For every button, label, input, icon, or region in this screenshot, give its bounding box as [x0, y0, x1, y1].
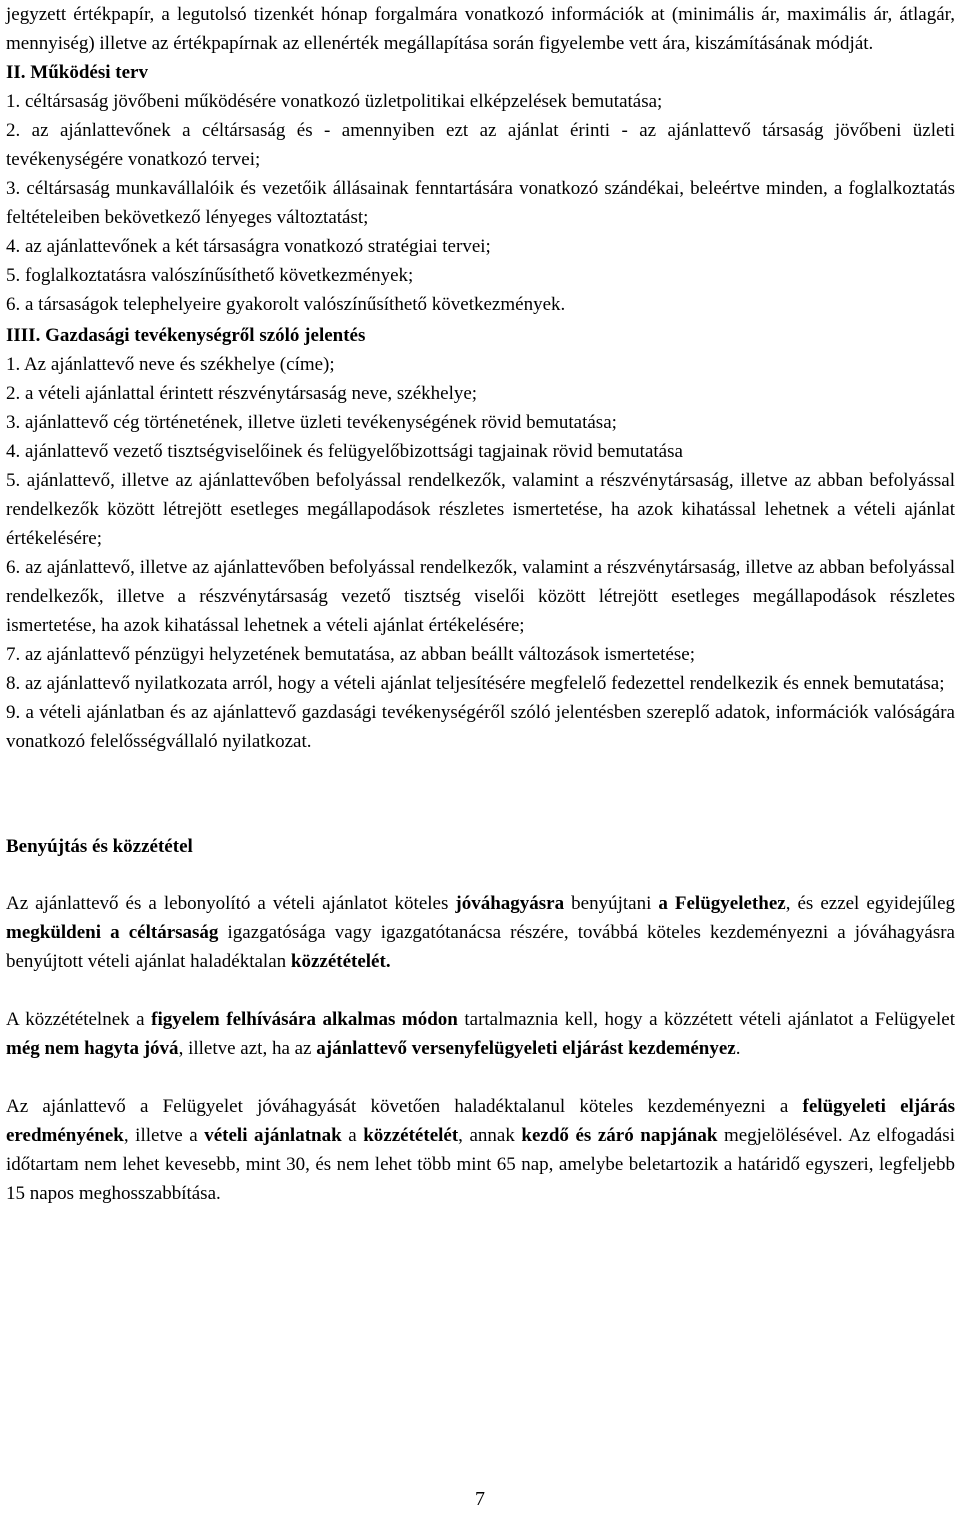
- text-run: megjelölésével. Az elfogadási időtartam nem lehet kevesebb, mint 30, és nem lehet több mint 65 nap, amelybe beletartozik a határidő egyszeri, legfeljebb 15 napos meghosszabbítása.: [6, 1125, 955, 1204]
- bold-run: közzétételét: [363, 1125, 459, 1146]
- text-run: , illetve a: [123, 1125, 205, 1146]
- text-run: .: [735, 1038, 741, 1059]
- bold-run: figyelem felhívására alkalmas módon: [151, 1009, 458, 1030]
- bold-run: még nem hagyta jóvá: [6, 1038, 179, 1059]
- page-number: 7: [475, 1488, 485, 1510]
- bold-run: ajánlattevő versenyfelügyeleti eljárást kezdeményez: [316, 1038, 736, 1059]
- list-item: 3. céltársaság munkavállalóik és vezetőik állásainak fenntartására vonatkozó szándékai, beleértve minden, a foglalkoztatás feltételeiben bekövetkező lényeges változtatást;: [6, 178, 955, 228]
- bold-run: közzétételét.: [290, 951, 391, 972]
- bold-run: vételi ajánlatnak: [204, 1125, 342, 1146]
- bold-run: kezdő és záró napjának: [521, 1125, 718, 1146]
- bold-run: jóváhagyásra: [455, 893, 565, 914]
- list-item: 9. a vételi ajánlatban és az ajánlattevő gazdasági tevékenységéről szóló jelentésben szereplő adatok, információk valóságára vonatkozó felelősségvállaló nyilatkozat.: [6, 702, 955, 752]
- list-item: 1. Az ajánlattevő neve és székhelye (címe);: [6, 354, 335, 375]
- section-heading-benyujtas: Benyújtás és közzététel: [6, 836, 193, 857]
- text-run: , annak: [458, 1125, 522, 1146]
- bold-run: felügyeleti eljárás eredményének: [6, 1096, 955, 1146]
- list-item: 4. az ajánlattevőnek a két társaságra vonatkozó stratégiai tervei;: [6, 236, 491, 257]
- list-item: 5. foglalkoztatásra valószínűsíthető következmények;: [6, 265, 414, 286]
- section2-list: [6, 87, 955, 319]
- list-item: 5. ajánlattevő, illetve az ajánlattevőben befolyással rendelkezők, valamint a részvénytársaság, illetve az abban befolyással rendelkezők között létrejött esetleges megállapodások részletes ismertetése, ha azok kihatással lehetnek a vételi ajánlat értékelésére;: [6, 470, 955, 549]
- text-run: benyújtani: [564, 893, 659, 914]
- bold-run: megküldeni a céltársaság: [6, 922, 219, 943]
- section-heading-gazdasagi-jelentes: IIII. Gazdasági tevékenységről szóló jelentés: [6, 325, 366, 346]
- text-run: A közzétételnek a: [6, 1009, 152, 1030]
- intro-fragment: jegyzett értékpapír, a legutolsó tizenkét hónap forgalmára vonatkozó információk at (minimális ár, maximális ár, átlagár, mennyiség) illetve az értékpapírnak az ellenérték megállapítása során figyelembe vett ára, kiszámításának módját.: [6, 4, 955, 54]
- text-run: , és ezzel egyidejűleg: [785, 893, 955, 914]
- text-run: , illetve azt, ha az: [178, 1038, 317, 1059]
- list-item: 2. az ajánlattevőnek a céltársaság és - amennyiben ezt az ajánlat érinti - az ajánlattevő társaság jövőbeni üzleti tevékenységére vonatkozó tervei;: [6, 120, 955, 170]
- text-run: tartalmaznia kell, hogy a közzétett vételi ajánlatot a Felügyelet: [457, 1009, 955, 1030]
- list-item: 8. az ajánlattevő nyilatkozata arról, hogy a vételi ajánlat teljesítésére megfelelő fedezettel rendelkezik és ennek bemutatása;: [6, 673, 945, 694]
- document-page: [6, 0, 955, 1237]
- list-item: 3. ajánlattevő cég történetének, illetve üzleti tevékenységének rövid bemutatása;: [6, 412, 617, 433]
- paragraph-elfogadasi-idotartam: [6, 1092, 955, 1208]
- list-item: 6. a társaságok telephelyeire gyakorolt valószínűsíthető következmények.: [6, 294, 566, 315]
- paragraph-jovahagyas: [6, 889, 955, 976]
- text-run: a: [341, 1125, 364, 1146]
- list-item: 7. az ajánlattevő pénzügyi helyzetének bemutatása, az abban beállt változások ismertetése;: [6, 644, 695, 665]
- section-heading-mukodesi-terv: II. Működési terv: [6, 62, 148, 83]
- list-item: 1. céltársaság jövőbeni működésére vonatkozó üzletpolitikai elképzelések bemutatása;: [6, 91, 663, 112]
- text-run: Az ajánlattevő és a lebonyolító a vételi ajánlatot köteles: [6, 893, 456, 914]
- list-item: 2. a vételi ajánlattal érintett részvénytársaság neve, székhelye;: [6, 383, 478, 404]
- list-item: 4. ajánlattevő vezető tisztségviselőinek és felügyelőbizottsági tagjainak rövid bemutatása: [6, 441, 683, 462]
- text-run: Az ajánlattevő a Felügyelet jóváhagyását követően haladéktalanul köteles kezdeményezni a: [6, 1096, 803, 1117]
- text-run: igazgatósága vagy igazgatótanácsa részére, továbbá köteles kezdeményezni a jóváhagyásra benyújtott vételi ajánlat haladéktalan: [6, 922, 955, 972]
- paragraph-kozzetetel: [6, 1005, 955, 1063]
- section3-list: [6, 350, 955, 756]
- list-item: 6. az ajánlattevő, illetve az ajánlattevőben befolyással rendelkezők, valamint a részvénytársaság, illetve az abban befolyással rendelkezők, illetve a részvénytársaság vezető tisztség viselői között létrejött esetleges megállapodások részletes ismertetése, ha azok kihatással lehetnek a vételi ajánlat értékelésére;: [6, 557, 955, 636]
- bold-run: a Felügyelethez: [658, 893, 786, 914]
